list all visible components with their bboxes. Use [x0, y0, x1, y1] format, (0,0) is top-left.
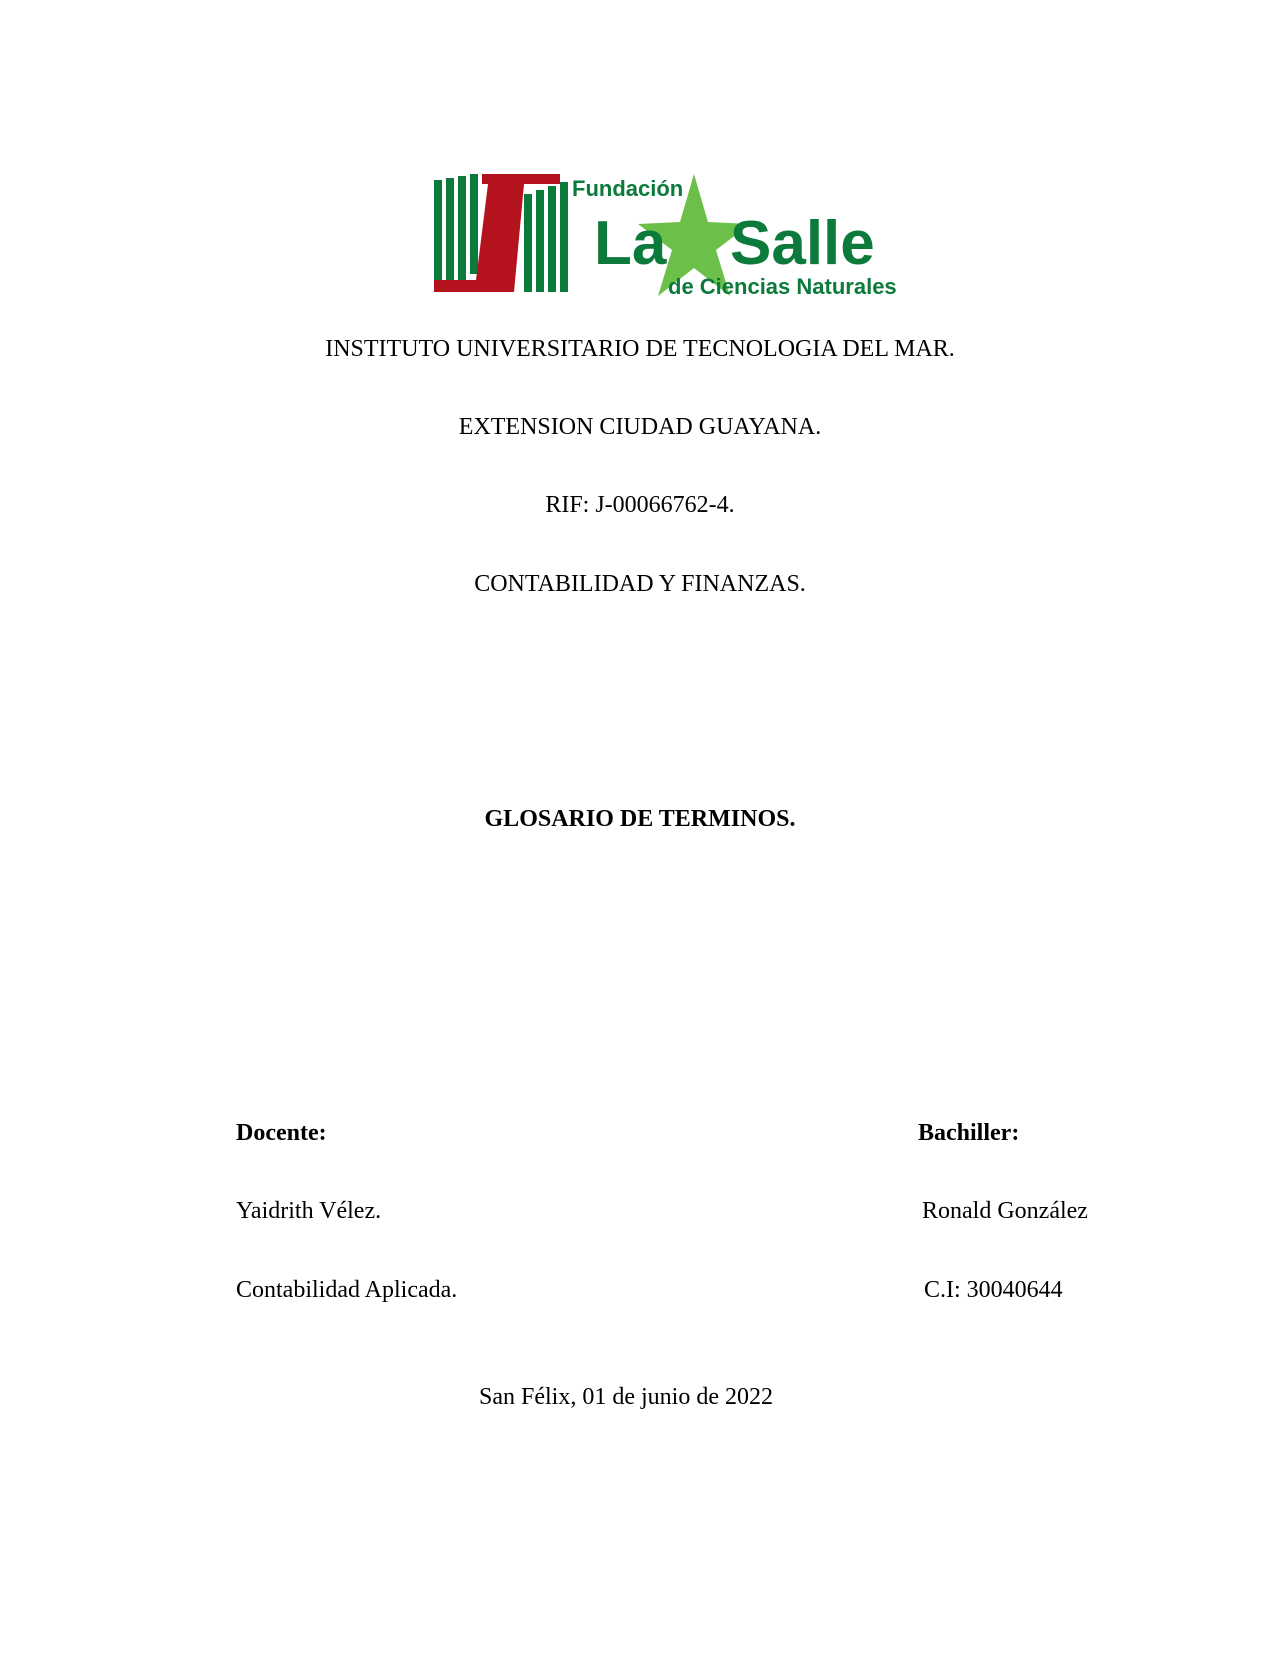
place-and-date: San Félix, 01 de junio de 2022 — [479, 1384, 773, 1410]
logo-main-left: La — [594, 209, 667, 278]
logo-subtitle: de Ciencias Naturales — [668, 274, 897, 299]
extension-name: EXTENSION CIUDAD GUAYANA. — [458, 414, 822, 440]
logo-stripes-emblem — [434, 174, 568, 292]
bachiller-id: C.I: 30040644 — [924, 1277, 1063, 1303]
docente-subject: Contabilidad Aplicada. — [236, 1277, 458, 1303]
docente-label: Docente: — [236, 1120, 327, 1146]
logo-top-text: Fundación — [572, 176, 684, 201]
logo-main-right: Salle — [730, 209, 875, 278]
fundacion-la-salle-logo — [432, 172, 904, 304]
bachiller-name: Ronald González — [922, 1198, 1088, 1224]
career-name: CONTABILIDAD Y FINANZAS. — [474, 571, 806, 597]
rif-number: RIF: J-00066762-4. — [545, 492, 735, 518]
document-title: GLOSARIO DE TERMINOS. — [484, 806, 796, 832]
docente-name: Yaidrith Vélez. — [236, 1198, 382, 1224]
institution-name: INSTITUTO UNIVERSITARIO DE TECNOLOGIA DEL MAR. — [325, 336, 955, 362]
bachiller-label: Bachiller: — [918, 1120, 1020, 1146]
